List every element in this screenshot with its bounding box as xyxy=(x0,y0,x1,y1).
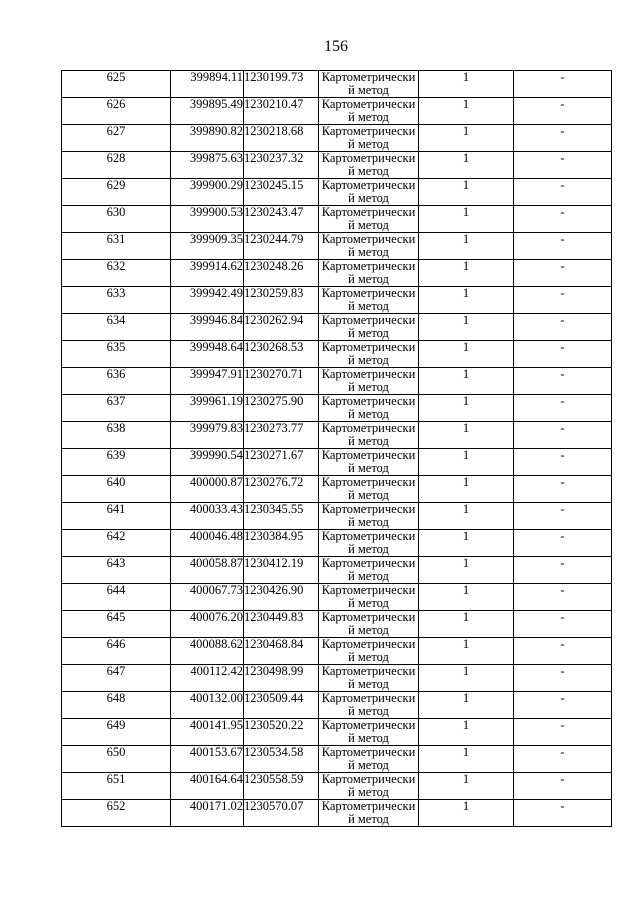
method-text: Картометрический метод xyxy=(321,475,416,502)
method-cell xyxy=(319,611,419,638)
point-number-cell: 625 xyxy=(62,71,171,98)
page-number: 156 xyxy=(324,38,348,55)
table-row xyxy=(62,638,612,665)
description-cell: - xyxy=(514,800,612,827)
point-number-cell: 648 xyxy=(62,692,171,719)
x-coordinate-cell: 399900.29 xyxy=(171,179,244,206)
accuracy-cell: 1 xyxy=(419,584,514,611)
y-coordinate-cell: 1230449.83 xyxy=(244,611,319,638)
method-cell xyxy=(319,530,419,557)
x-coordinate-cell: 400046.48 xyxy=(171,530,244,557)
table-row xyxy=(62,287,612,314)
y-coordinate-cell: 1230243.47 xyxy=(244,206,319,233)
table-row xyxy=(62,503,612,530)
point-number-cell: 639 xyxy=(62,449,171,476)
y-coordinate-cell: 1230218.68 xyxy=(244,125,319,152)
description-cell: - xyxy=(514,206,612,233)
point-number-cell: 628 xyxy=(62,152,171,179)
accuracy-cell: 1 xyxy=(419,341,514,368)
point-number-cell: 646 xyxy=(62,638,171,665)
description-cell: - xyxy=(514,665,612,692)
x-coordinate-cell: 400033.43 xyxy=(171,503,244,530)
accuracy-cell: 1 xyxy=(419,611,514,638)
method-text: Картометрический метод xyxy=(321,313,416,340)
description-cell: - xyxy=(514,476,612,503)
point-number-cell: 627 xyxy=(62,125,171,152)
y-coordinate-cell: 1230520.22 xyxy=(244,719,319,746)
table-row xyxy=(62,152,612,179)
method-cell xyxy=(319,773,419,800)
method-text: Картометрический метод xyxy=(321,259,416,286)
accuracy-cell: 1 xyxy=(419,638,514,665)
method-text: Картометрический метод xyxy=(321,799,416,826)
point-number-cell: 644 xyxy=(62,584,171,611)
method-text: Картометрический метод xyxy=(321,637,416,664)
method-text: Картометрический метод xyxy=(321,691,416,718)
method-cell xyxy=(319,503,419,530)
y-coordinate-cell: 1230262.94 xyxy=(244,314,319,341)
y-coordinate-cell: 1230248.26 xyxy=(244,260,319,287)
point-number-cell: 633 xyxy=(62,287,171,314)
point-number-cell: 643 xyxy=(62,557,171,584)
table-row xyxy=(62,98,612,125)
method-text: Картометрический метод xyxy=(321,205,416,232)
method-cell xyxy=(319,746,419,773)
accuracy-cell: 1 xyxy=(419,206,514,233)
accuracy-cell: 1 xyxy=(419,98,514,125)
table-row xyxy=(62,233,612,260)
point-number-cell: 652 xyxy=(62,800,171,827)
table-row xyxy=(62,125,612,152)
y-coordinate-cell: 1230275.90 xyxy=(244,395,319,422)
description-cell: - xyxy=(514,179,612,206)
x-coordinate-cell: 400112.42 xyxy=(171,665,244,692)
table-row xyxy=(62,773,612,800)
coordinates-table xyxy=(61,70,612,827)
method-text: Картометрический метод xyxy=(321,70,416,97)
method-text: Картометрический метод xyxy=(321,718,416,745)
point-number-cell: 629 xyxy=(62,179,171,206)
method-cell xyxy=(319,692,419,719)
y-coordinate-cell: 1230558.59 xyxy=(244,773,319,800)
table-row xyxy=(62,746,612,773)
point-number-cell: 631 xyxy=(62,233,171,260)
table-row xyxy=(62,206,612,233)
description-cell: - xyxy=(514,530,612,557)
table-row xyxy=(62,368,612,395)
accuracy-cell: 1 xyxy=(419,746,514,773)
y-coordinate-cell: 1230199.73 xyxy=(244,71,319,98)
method-cell xyxy=(319,800,419,827)
method-text: Картометрический метод xyxy=(321,286,416,313)
method-text: Картометрический метод xyxy=(321,529,416,556)
y-coordinate-cell: 1230276.72 xyxy=(244,476,319,503)
table-row xyxy=(62,341,612,368)
accuracy-cell: 1 xyxy=(419,395,514,422)
table-row xyxy=(62,611,612,638)
method-cell xyxy=(319,341,419,368)
y-coordinate-cell: 1230237.32 xyxy=(244,152,319,179)
method-text: Картометрический метод xyxy=(321,340,416,367)
accuracy-cell: 1 xyxy=(419,692,514,719)
method-text: Картометрический метод xyxy=(321,97,416,124)
table-row xyxy=(62,179,612,206)
description-cell: - xyxy=(514,611,612,638)
description-cell: - xyxy=(514,395,612,422)
y-coordinate-cell: 1230259.83 xyxy=(244,287,319,314)
x-coordinate-cell: 399946.84 xyxy=(171,314,244,341)
method-cell xyxy=(319,260,419,287)
y-coordinate-cell: 1230245.15 xyxy=(244,179,319,206)
y-coordinate-cell: 1230244.79 xyxy=(244,233,319,260)
y-coordinate-cell: 1230345.55 xyxy=(244,503,319,530)
method-text: Картометрический метод xyxy=(321,664,416,691)
method-cell xyxy=(319,206,419,233)
method-text: Картометрический метод xyxy=(321,151,416,178)
accuracy-cell: 1 xyxy=(419,449,514,476)
table-row xyxy=(62,260,612,287)
y-coordinate-cell: 1230498.99 xyxy=(244,665,319,692)
table-row xyxy=(62,71,612,98)
point-number-cell: 640 xyxy=(62,476,171,503)
method-cell xyxy=(319,314,419,341)
y-coordinate-cell: 1230270.71 xyxy=(244,368,319,395)
y-coordinate-cell: 1230210.47 xyxy=(244,98,319,125)
table-row xyxy=(62,476,612,503)
point-number-cell: 632 xyxy=(62,260,171,287)
method-cell xyxy=(319,449,419,476)
table-row xyxy=(62,449,612,476)
method-cell xyxy=(319,98,419,125)
x-coordinate-cell: 399948.64 xyxy=(171,341,244,368)
x-coordinate-cell: 399895.49 xyxy=(171,98,244,125)
method-cell xyxy=(319,638,419,665)
method-text: Картометрический метод xyxy=(321,232,416,259)
y-coordinate-cell: 1230271.67 xyxy=(244,449,319,476)
point-number-cell: 634 xyxy=(62,314,171,341)
x-coordinate-cell: 399890.82 xyxy=(171,125,244,152)
description-cell: - xyxy=(514,557,612,584)
accuracy-cell: 1 xyxy=(419,287,514,314)
x-coordinate-cell: 400000.87 xyxy=(171,476,244,503)
point-number-cell: 647 xyxy=(62,665,171,692)
accuracy-cell: 1 xyxy=(419,152,514,179)
point-number-cell: 636 xyxy=(62,368,171,395)
method-cell xyxy=(319,395,419,422)
x-coordinate-cell: 400153.67 xyxy=(171,746,244,773)
description-cell: - xyxy=(514,341,612,368)
x-coordinate-cell: 399900.53 xyxy=(171,206,244,233)
method-cell xyxy=(319,557,419,584)
x-coordinate-cell: 399961.19 xyxy=(171,395,244,422)
description-cell: - xyxy=(514,233,612,260)
description-cell: - xyxy=(514,638,612,665)
method-text: Картометрический метод xyxy=(321,367,416,394)
accuracy-cell: 1 xyxy=(419,719,514,746)
table-row xyxy=(62,530,612,557)
description-cell: - xyxy=(514,152,612,179)
method-text: Картометрический метод xyxy=(321,745,416,772)
y-coordinate-cell: 1230384.95 xyxy=(244,530,319,557)
method-text: Картометрический метод xyxy=(321,394,416,421)
point-number-cell: 638 xyxy=(62,422,171,449)
y-coordinate-cell: 1230412.19 xyxy=(244,557,319,584)
point-number-cell: 649 xyxy=(62,719,171,746)
point-number-cell: 630 xyxy=(62,206,171,233)
accuracy-cell: 1 xyxy=(419,665,514,692)
table-row xyxy=(62,584,612,611)
x-coordinate-cell: 400171.02 xyxy=(171,800,244,827)
y-coordinate-cell: 1230509.44 xyxy=(244,692,319,719)
method-cell xyxy=(319,584,419,611)
method-text: Картометрический метод xyxy=(321,772,416,799)
accuracy-cell: 1 xyxy=(419,476,514,503)
method-cell xyxy=(319,476,419,503)
description-cell: - xyxy=(514,746,612,773)
method-cell xyxy=(319,719,419,746)
method-text: Картометрический метод xyxy=(321,583,416,610)
point-number-cell: 642 xyxy=(62,530,171,557)
point-number-cell: 650 xyxy=(62,746,171,773)
point-number-cell: 626 xyxy=(62,98,171,125)
description-cell: - xyxy=(514,422,612,449)
x-coordinate-cell: 399894.11 xyxy=(171,71,244,98)
x-coordinate-cell: 400164.64 xyxy=(171,773,244,800)
description-cell: - xyxy=(514,314,612,341)
description-cell: - xyxy=(514,719,612,746)
method-text: Картометрический метод xyxy=(321,421,416,448)
accuracy-cell: 1 xyxy=(419,260,514,287)
x-coordinate-cell: 400058.87 xyxy=(171,557,244,584)
x-coordinate-cell: 399947.91 xyxy=(171,368,244,395)
y-coordinate-cell: 1230570.07 xyxy=(244,800,319,827)
method-cell xyxy=(319,152,419,179)
method-cell xyxy=(319,125,419,152)
accuracy-cell: 1 xyxy=(419,71,514,98)
method-text: Картометрический метод xyxy=(321,556,416,583)
x-coordinate-cell: 400088.62 xyxy=(171,638,244,665)
accuracy-cell: 1 xyxy=(419,314,514,341)
table-row xyxy=(62,314,612,341)
description-cell: - xyxy=(514,503,612,530)
description-cell: - xyxy=(514,98,612,125)
method-text: Картометрический метод xyxy=(321,448,416,475)
point-number-cell: 651 xyxy=(62,773,171,800)
table-row xyxy=(62,692,612,719)
description-cell: - xyxy=(514,260,612,287)
y-coordinate-cell: 1230268.53 xyxy=(244,341,319,368)
x-coordinate-cell: 399942.49 xyxy=(171,287,244,314)
x-coordinate-cell: 400132.00 xyxy=(171,692,244,719)
point-number-cell: 635 xyxy=(62,341,171,368)
y-coordinate-cell: 1230468.84 xyxy=(244,638,319,665)
point-number-cell: 645 xyxy=(62,611,171,638)
point-number-cell: 641 xyxy=(62,503,171,530)
x-coordinate-cell: 399979.83 xyxy=(171,422,244,449)
method-text: Картометрический метод xyxy=(321,178,416,205)
table-row xyxy=(62,665,612,692)
accuracy-cell: 1 xyxy=(419,368,514,395)
x-coordinate-cell: 400067.73 xyxy=(171,584,244,611)
x-coordinate-cell: 400141.95 xyxy=(171,719,244,746)
coordinates-table-body xyxy=(62,71,612,827)
x-coordinate-cell: 399875.63 xyxy=(171,152,244,179)
method-cell xyxy=(319,422,419,449)
accuracy-cell: 1 xyxy=(419,422,514,449)
x-coordinate-cell: 399909.35 xyxy=(171,233,244,260)
accuracy-cell: 1 xyxy=(419,800,514,827)
table-row xyxy=(62,719,612,746)
description-cell: - xyxy=(514,449,612,476)
method-cell xyxy=(319,179,419,206)
y-coordinate-cell: 1230426.90 xyxy=(244,584,319,611)
description-cell: - xyxy=(514,584,612,611)
y-coordinate-cell: 1230273.77 xyxy=(244,422,319,449)
method-text: Картометрический метод xyxy=(321,124,416,151)
method-text: Картометрический метод xyxy=(321,502,416,529)
description-cell: - xyxy=(514,287,612,314)
method-cell xyxy=(319,233,419,260)
table-row xyxy=(62,422,612,449)
table-row xyxy=(62,557,612,584)
accuracy-cell: 1 xyxy=(419,179,514,206)
table-row xyxy=(62,395,612,422)
accuracy-cell: 1 xyxy=(419,773,514,800)
method-cell xyxy=(319,368,419,395)
accuracy-cell: 1 xyxy=(419,233,514,260)
y-coordinate-cell: 1230534.58 xyxy=(244,746,319,773)
accuracy-cell: 1 xyxy=(419,557,514,584)
table-row xyxy=(62,800,612,827)
x-coordinate-cell: 399914.62 xyxy=(171,260,244,287)
x-coordinate-cell: 400076.20 xyxy=(171,611,244,638)
description-cell: - xyxy=(514,71,612,98)
description-cell: - xyxy=(514,692,612,719)
method-cell xyxy=(319,287,419,314)
description-cell: - xyxy=(514,368,612,395)
point-number-cell: 637 xyxy=(62,395,171,422)
description-cell: - xyxy=(514,125,612,152)
method-text: Картометрический метод xyxy=(321,610,416,637)
accuracy-cell: 1 xyxy=(419,503,514,530)
accuracy-cell: 1 xyxy=(419,530,514,557)
x-coordinate-cell: 399990.54 xyxy=(171,449,244,476)
description-cell: - xyxy=(514,773,612,800)
method-cell xyxy=(319,71,419,98)
accuracy-cell: 1 xyxy=(419,125,514,152)
method-cell xyxy=(319,665,419,692)
